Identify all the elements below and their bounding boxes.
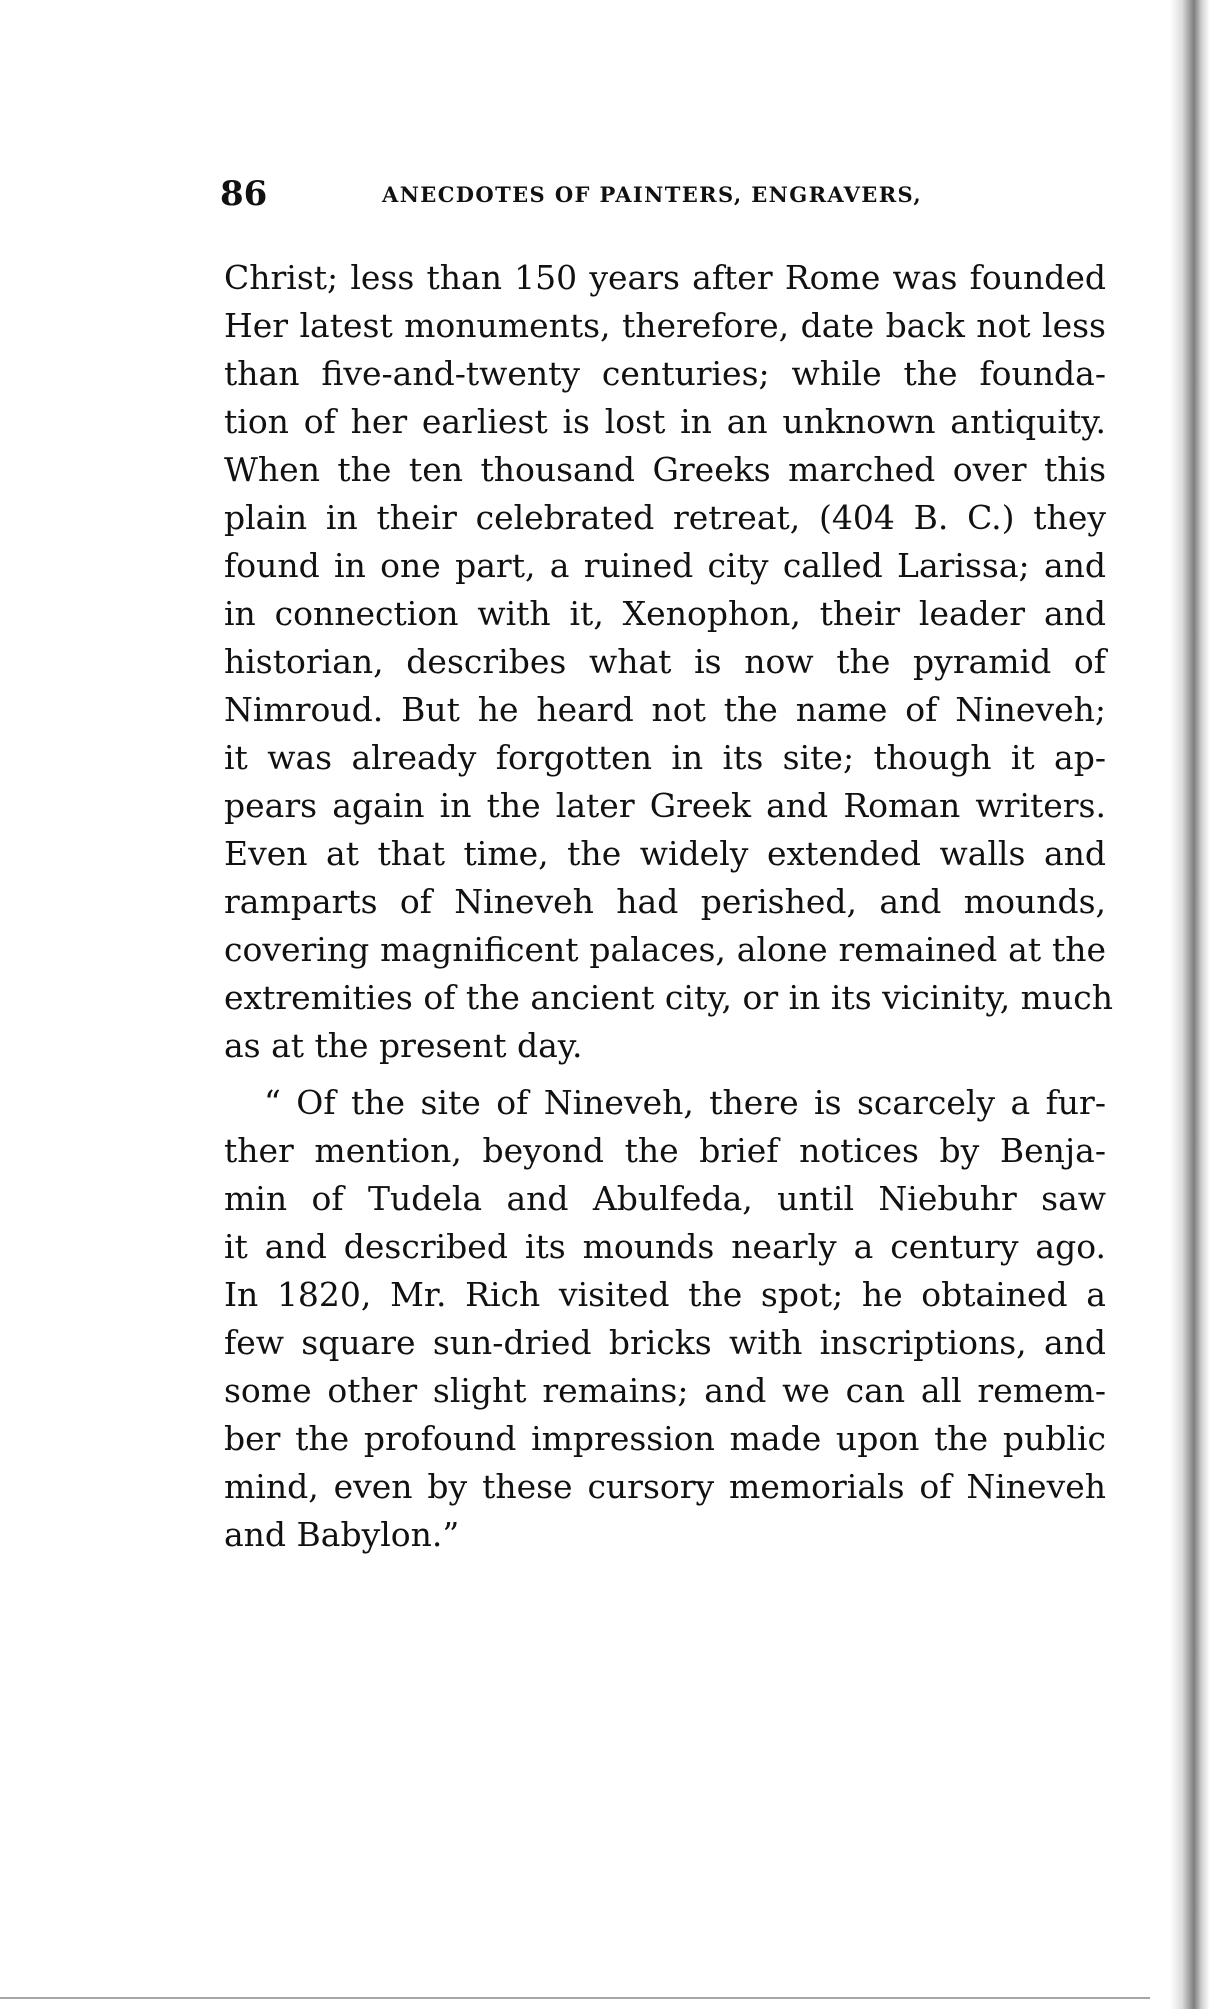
page-header [220, 172, 1030, 222]
text-line: extremities of the ancient city, or in its vicinity, much [224, 978, 1113, 1017]
text-line: mind, even by these cursory memorials of Nineveh [224, 1467, 1106, 1506]
text-line: and Babylon.” [224, 1515, 460, 1554]
text-line: ramparts of Nineveh had perished, and mounds, [224, 882, 1106, 921]
text-line: Christ; less than 150 years after Rome was founded [224, 258, 1106, 297]
text-line: historian, describes what is now the pyramid of [224, 642, 1106, 681]
text-line: Nimroud. But he heard not the name of Nineveh; [224, 690, 1106, 729]
page-number: 86 [220, 174, 268, 214]
text-line: few square sun-dried bricks with inscriptions, and [224, 1323, 1106, 1362]
text-line: pears again in the later Greek and Roman writers. [224, 786, 1106, 825]
text-line: Her latest monuments, therefore, date back not less [224, 306, 1106, 345]
text-line: plain in their celebrated retreat, (404 B. C.) they [224, 498, 1106, 537]
text-line: In 1820, Mr. Rich visited the spot; he obtained a [224, 1275, 1106, 1314]
body-text [224, 254, 1113, 1559]
text-line: When the ten thousand Greeks marched over this [224, 450, 1106, 489]
paragraph-2 [224, 1079, 1106, 1559]
text-line: found in one part, a ruined city called Larissa; and [224, 546, 1106, 585]
text-line: it was already forgotten in its site; though it ap- [224, 738, 1106, 777]
page-edge-shadow [1170, 0, 1210, 2009]
text-line: ber the profound impression made upon the public [224, 1419, 1106, 1458]
text-line: than five-and-twenty centuries; while the founda- [224, 354, 1106, 393]
text-line: covering magnificent palaces, alone remained at the [224, 930, 1106, 969]
text-line: as at the present day. [224, 1026, 583, 1065]
text-line: ther mention, beyond the brief notices by Benja- [224, 1131, 1106, 1170]
running-head: ANECDOTES OF PAINTERS, ENGRAVERS, [382, 182, 923, 207]
text-line: tion of her earliest is lost in an unknown antiquity. [224, 402, 1106, 441]
text-line: it and described its mounds nearly a century ago. [224, 1227, 1106, 1266]
text-line: Even at that time, the widely extended walls and [224, 834, 1106, 873]
text-line: in connection with it, Xenophon, their leader and [224, 594, 1106, 633]
text-line: some other slight remains; and we can all remem- [224, 1371, 1106, 1410]
text-line: min of Tudela and Abulfeda, until Niebuhr saw [224, 1179, 1106, 1218]
text-line: “ Of the site of Nineveh, there is scarcely a fur- [264, 1083, 1106, 1122]
paragraph-1 [224, 254, 1113, 1070]
bottom-edge-line [0, 1997, 1150, 1999]
